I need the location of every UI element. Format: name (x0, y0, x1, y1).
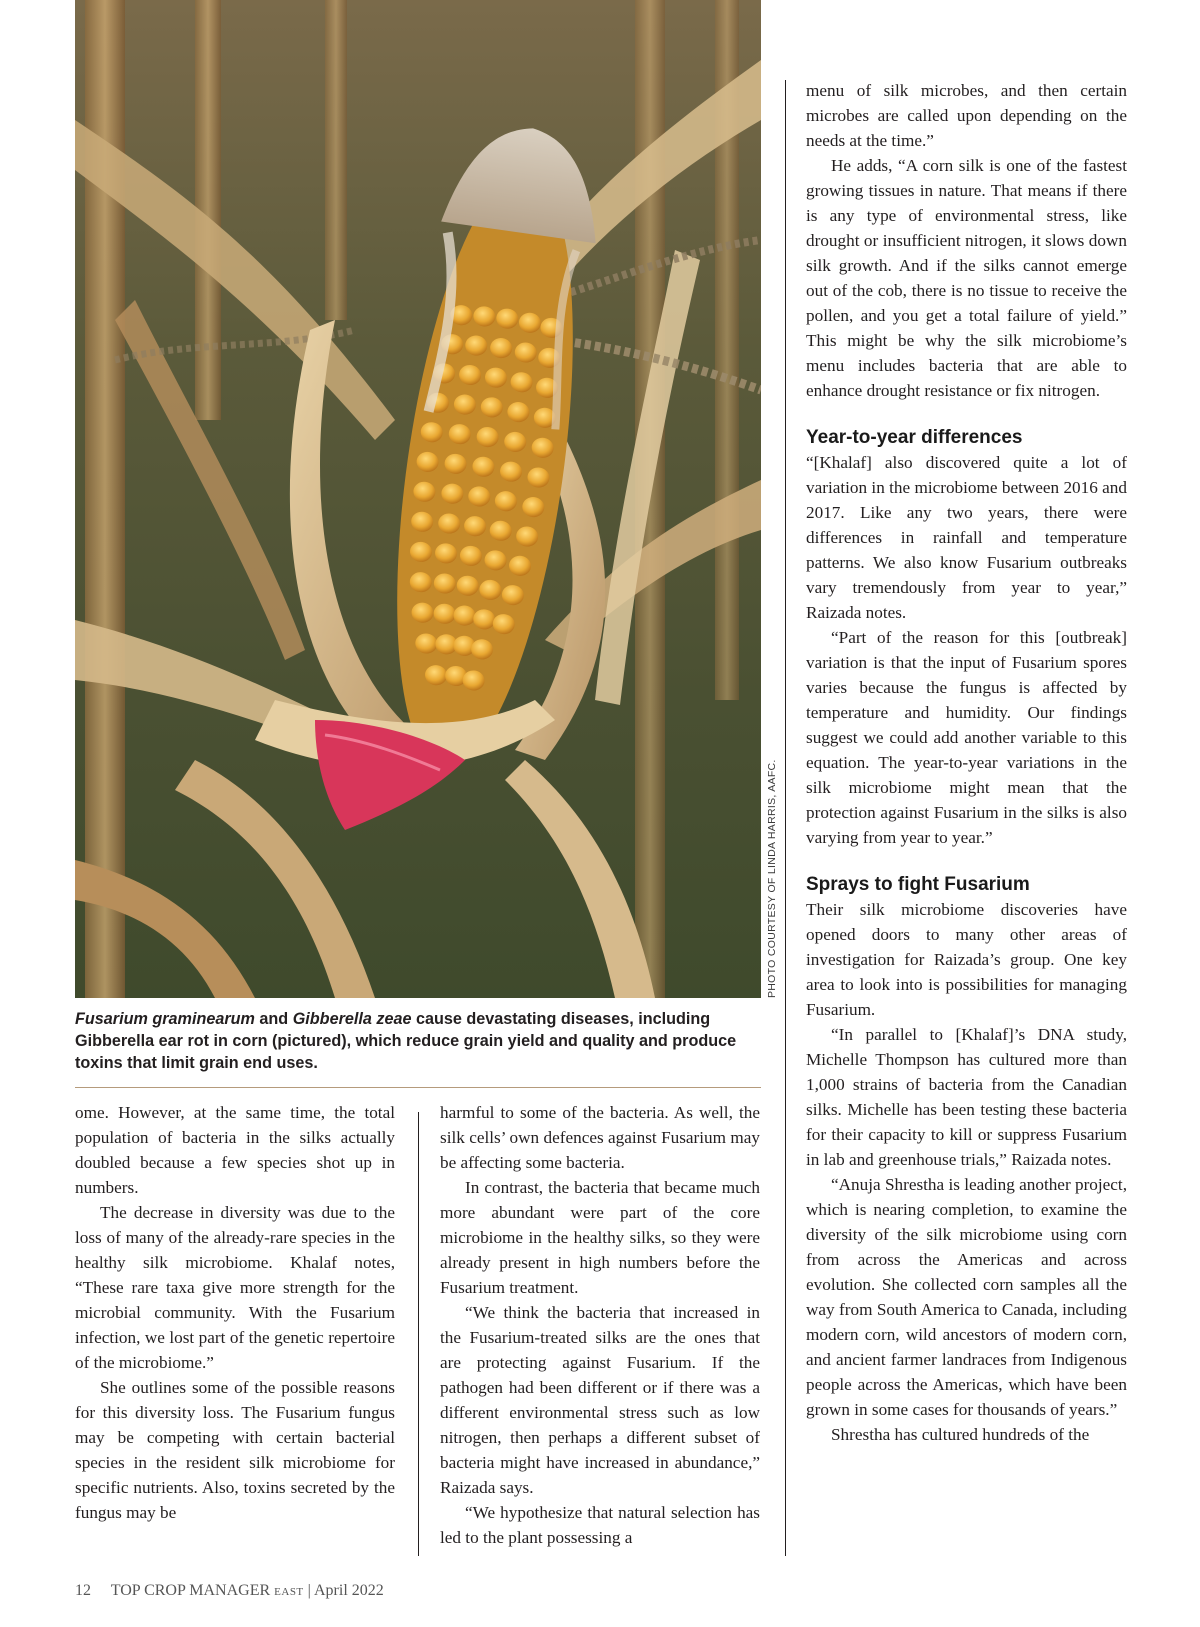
article-paragraph: In contrast, the bacteria that became much more abundant were part of the core microbiome in the healthy silks, so they were already present in high numbers before the Fusarium treatment. (440, 1178, 760, 1297)
photo-caption (75, 1008, 761, 1074)
article-paragraph: “In parallel to [Khalaf]’s DNA study, Michelle Thompson has cultured more than 1,000 strains of bacteria from the Canadian silks. Michelle has been testing these bacteria for their capacity to kill or suppress Fusarium in lab and greenhouse trials,” Raizada notes. (806, 1025, 1127, 1169)
caption-divider (75, 1087, 761, 1088)
section-gap (806, 850, 1127, 872)
article-paragraph: “We think the bacteria that increased in the Fusarium-treated silks are the ones that are protecting against Fusarium. If the pathogen had been different or if there was a different environmental stress such as low nitrogen, then perhaps a different subset of bacteria might have increased in abundance,” Raizada says. (440, 1303, 760, 1497)
magazine-edition: EAST (274, 1586, 304, 1598)
article-paragraph: He adds, “A corn silk is one of the fastest growing tissues in nature. That means if there is any type of environmental stress, like drought or insufficient nitrogen, it slows down silk growth. And if the silks cannot emerge out of the cob, there is no tissue to receive the pollen, and you get a total failure of yield.” This might be why the silk microbiome’s menu includes bacteria that are able to enhance drought resistance or fix nitrogen. (806, 156, 1127, 400)
article-paragraph: Shrestha has cultured hundreds of the (831, 1425, 1090, 1444)
issue-date: April 2022 (313, 1582, 384, 1599)
article-paragraph: “We hypothesize that natural selection has led to the plant possessing a (440, 1503, 760, 1547)
page-number: 12 (75, 1582, 91, 1599)
column-divider-right (785, 80, 786, 1556)
magazine-title: TOP CROP MANAGER (110, 1582, 271, 1599)
article-paragraph: “Anuja Shrestha is leading another project, which is nearing completion, to examine the diversity of the silk microbiome using corn from across the Americas and across evolution. She collected corn samples all the way from South America to Canada, including modern corn, wild ancestors of modern corn, and ancient farmer landraces from Indigenous people across the Americas, which have been grown in some cases for thousands of years.” (806, 1175, 1127, 1419)
article-column-middle (440, 1100, 760, 1550)
corn-ear-illustration (75, 0, 761, 998)
corn-ear-photo (75, 0, 761, 998)
caption-text-1: and (254, 1010, 293, 1028)
caption-species-1: Fusarium graminearum (75, 1010, 255, 1028)
caption-text-2: cause devastating diseases, including Gibberella ear rot in corn (pictured), which reduce grain yield and quality and produce toxins that limit grain end uses. (75, 1010, 737, 1072)
photo-credit: PHOTO COURTESY OF LINDA HARRIS, AAFC. (766, 759, 778, 998)
article-paragraph: harmful to some of the bacteria. As well, the silk cells’ own defences against Fusarium may be affecting some bacteria. (440, 1103, 760, 1172)
article-paragraph: “Part of the reason for this [outbreak] variation is that the input of Fusarium spores varies because the fungus is affected by temperature and humidity. Our findings suggest we could add another variable to this equation. The year-to-year variations in the silk microbiome might mean that the protection against Fusarium in the silks is also varying from year to year.” (806, 628, 1127, 847)
column-divider-left (418, 1112, 419, 1556)
article-paragraph: The decrease in diversity was due to the loss of many of the already-rare species in the healthy silk microbiome. Khalaf notes, “These rare taxa give more strength for the microbial community. With the Fusarium infection, we lost part of the genetic repertoire of the microbiome.” (75, 1203, 395, 1372)
article-column-left (75, 1100, 395, 1525)
article-paragraph: menu of silk microbes, and then certain microbes are called upon depending on the needs at the time.” (806, 81, 1127, 150)
section-heading-sprays: Sprays to fight Fusarium (806, 874, 1030, 895)
article-paragraph: She outlines some of the possible reasons for this diversity loss. The Fusarium fungus may be competing with certain bacterial species in the resident silk microbiome for specific nutrients. Also, toxins secreted by the fungus may be (75, 1378, 395, 1522)
section-gap (806, 403, 1127, 425)
article-paragraph: ome. However, at the same time, the total population of bacteria in the silks actually doubled because a few species shot up in numbers. (75, 1103, 395, 1197)
article-paragraph: Their silk microbiome discoveries have opened doors to many other areas of investigation for Raizada’s group. One key area to look into is possibilities for managing Fusarium. (806, 900, 1127, 1019)
section-heading-year-to-year: Year-to-year differences (806, 427, 1023, 448)
article-paragraph: “[Khalaf] also discovered quite a lot of variation in the microbiome between 2016 and 2017. Like any two years, there were differences in rainfall and temperature patterns. We also know Fusarium outbreaks vary tremendously from year to year,” Raizada notes. (806, 453, 1127, 622)
article-column-right (806, 78, 1127, 1447)
page-footer (75, 1582, 384, 1600)
footer-separator: | (307, 1582, 311, 1599)
caption-species-2: Gibberella zeae (292, 1010, 412, 1028)
